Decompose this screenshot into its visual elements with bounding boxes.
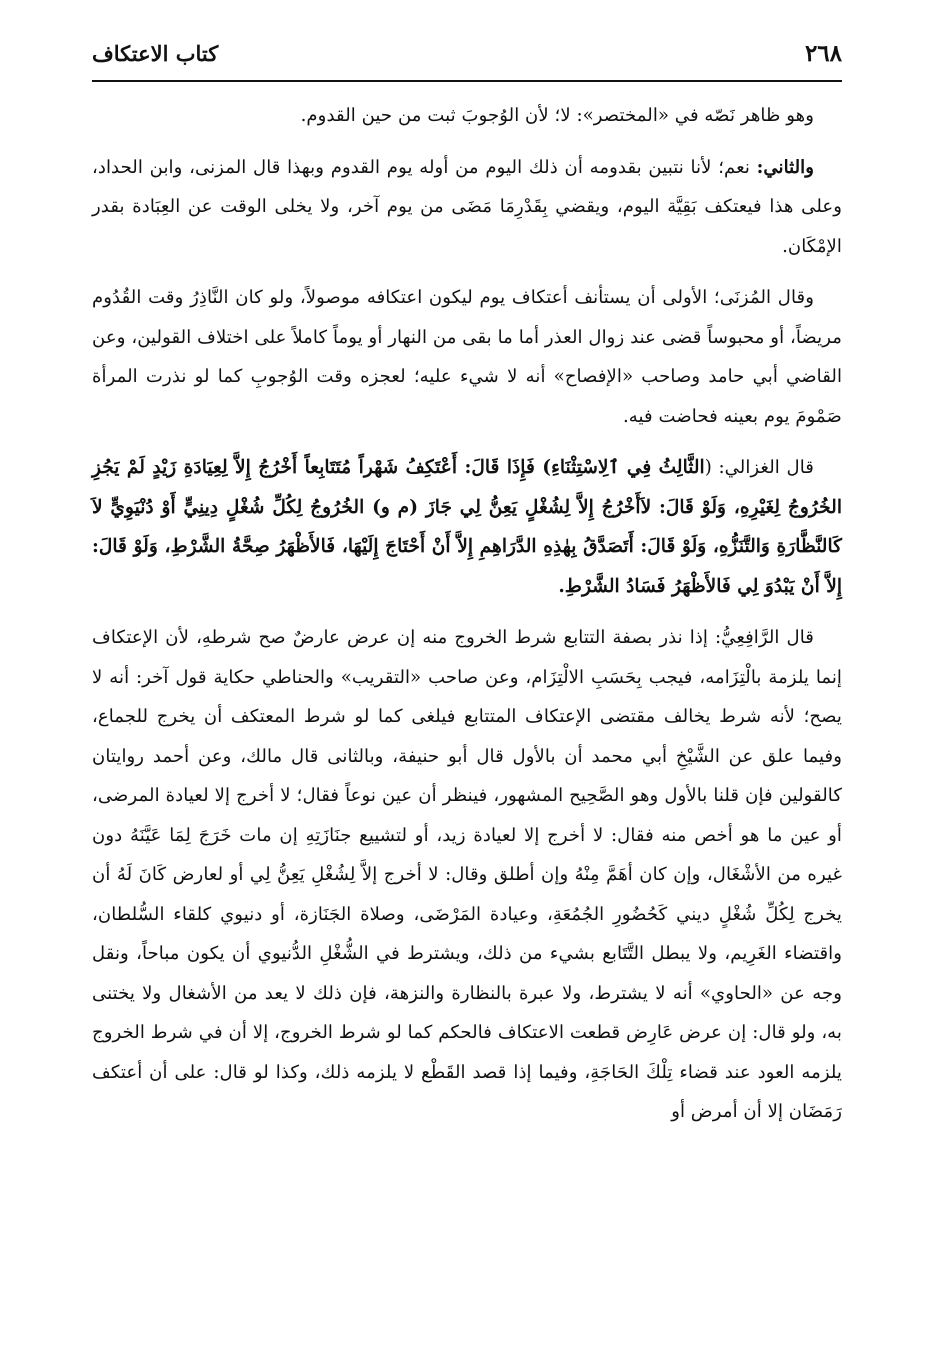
page-number: ٢٦٨ [804, 40, 842, 67]
running-header [92, 40, 842, 82]
page [92, 40, 842, 1144]
paragraph-mukhtasar: وهو ظاهر نَصّه في «المختصر»: لا؛ لأن الوُجوبَ ثبت من حين القدوم. [300, 105, 814, 126]
ghazali-matn-text: الثَّالِثُ فِي ٱلِاسْتِثْنَاءِ) فَإِذَا قَالَ: أَعْتَكِفُ شَهْراً مُتَتَابِعاً أَخْرُجُ إِلاَّ لِعِيَادَةِ زَيْدٍ لَمْ يَجُزِ الخُرُوجُ لِغَيْرِهِ، وَلَوْ قَالَ: لاَأَخْرُجُ إِلاَّ لِشُغْلٍ يَعِنُّ لِي جَازَ (م و) الخُرُوجُ لِكُلِّ شُغْلٍ دِينِيٍّ أَوْ دُنْيَوِيٍّ لاَ كَالنَّظَّارَةِ وَالتَّنَزُّهِ، وَلَوْ قَالَ: أَتَصَدَّقُ بِهٰذِهِ الدَّرَاهِمِ إِلاَّ أَنْ أَحْتَاجَ إِلَيْهَا، فَالأَظْهَرُ صِحَّةُ الشَّرْطِ، وَلَوْ قَالَ: إِلاَّ أَنْ يَبْدُوَ لِي فَالأَظْهَرُ فَسَادُ الشَّرْطِ. [92, 457, 842, 597]
ghazali-intro: قال الغزالي: ( [704, 457, 814, 478]
paragraph-muzani: وقال المُزنَى؛ الأولى أن يستأنف أعتكاف يوم ليكون اعتكافه موصولاً، ولو كان النَّاذِرُ وقت القُدُوم مريضاً، أو محبوساً قضى عند زوال العذر أما ما بقى من النهار أو يوماً كاملاً على اختلاف القولين، وعن القاضي أبي حامد وصاحب «الإفصاح» أنه لا شيء عليه؛ لعجزه وقت الوُجوبِ كما لو نذرت المرأة صَمْومَ يوم بعينه فحاضت فيه. [92, 287, 842, 427]
book-title: كتاب الاعتكاف [92, 41, 219, 66]
second-view-lead: والثاني: [756, 156, 814, 178]
paragraph-rafii-commentary: قال الرَّافِعِيُّ: إذا نذر بصفة التتابع شرط الخروج منه إن عرض عارضٌ صح شرطهِ، لأن الإعتكاف إنما يلزمة بالْتِزَامه، فيجب بِحَسَبِ الالْتِزَام، وعن صاحب «التقريب» والحناطي حكاية قول آخر: أنه لا يصح؛ لأنه شرط يخالف مقتضى الإعتكاف المتتابع فيلغى كما لو شرط المعتكف أن يخرج للجماع، وفيما علق عن الشَّيْخِ أبي محمد أن بالأول قال أبو حنيفة، وبالثانى قال مالك، وعن أحمد روايتان كالقولين فإن قلنا بالأول وهو الصَّحِيح المشهور، فينظر أن عين نوعاً فقال؛ لا أخرج إلا لعيادة المرضى، أو عين ما هو أخص منه فقال: لا أخرج إلا لعيادة زيد، أو لتشييع جنَازَتِهِ إن مات خَرَجَ لِمَا عَيَّنَهُ دون غيره من الأشْغَال، وإن كان أهَمَّ مِنْهُ وإن أطلق وقال: لا أخرج إلاَّ لِشُغْلِ يَعِنُّ لِي أو لعارض كَانَ لَهُ أن يخرج لِكُلِّ شُغْلٍ ديني كَحُضُورِ الجُمُعَةِ، وعيادة المَرْضَى، وصلاة الجَنَازة، أو دنيوي كلقاء السُّلطان، واقتضاء الغَرِيم، ولا يبطل التَّتَابع بشيء من ذلك، ويشترط في الشُّغْلِ الدُّنيوي أن يكون مباحاً، ونقل وجه عن «الحاوي» أنه لا يشترط، ولا عبرة بالنظارة والنزهة، فإن ذلك لا يعد من الأشغال ولا يختنى به، ولو قال: إن عرض عَارِض قطعت الاعتكاف فالحكم كما لو شرط الخروج، إلا أن في شرط الخروج يلزمه العود عند قضاء تِلْكَ الحَاجَةِ، وفيما إذا قصد القَطْع لا يلزمه ذلك، وكذا لو قال: على أن أعتكف رَمَضَان إلا أن أمرض أو [92, 627, 842, 1122]
paragraph-second-view [92, 148, 842, 267]
paragraph-ghazali-matn [92, 448, 842, 606]
second-view-text: نعم؛ لأنا نتبين بقدومه أن ذلك اليوم من أوله يوم القدوم وبهذا قال المزنى، وابن الحداد، وعلى هذا فيعتكف بَقِيَّة اليوم، ويقضي بِقَدْرِمَا مَضَى من يوم آخر، ولا يخلى الوقت عن العِبَادة بقدر الإمْكَان. [92, 156, 842, 257]
main-text [92, 96, 842, 1132]
